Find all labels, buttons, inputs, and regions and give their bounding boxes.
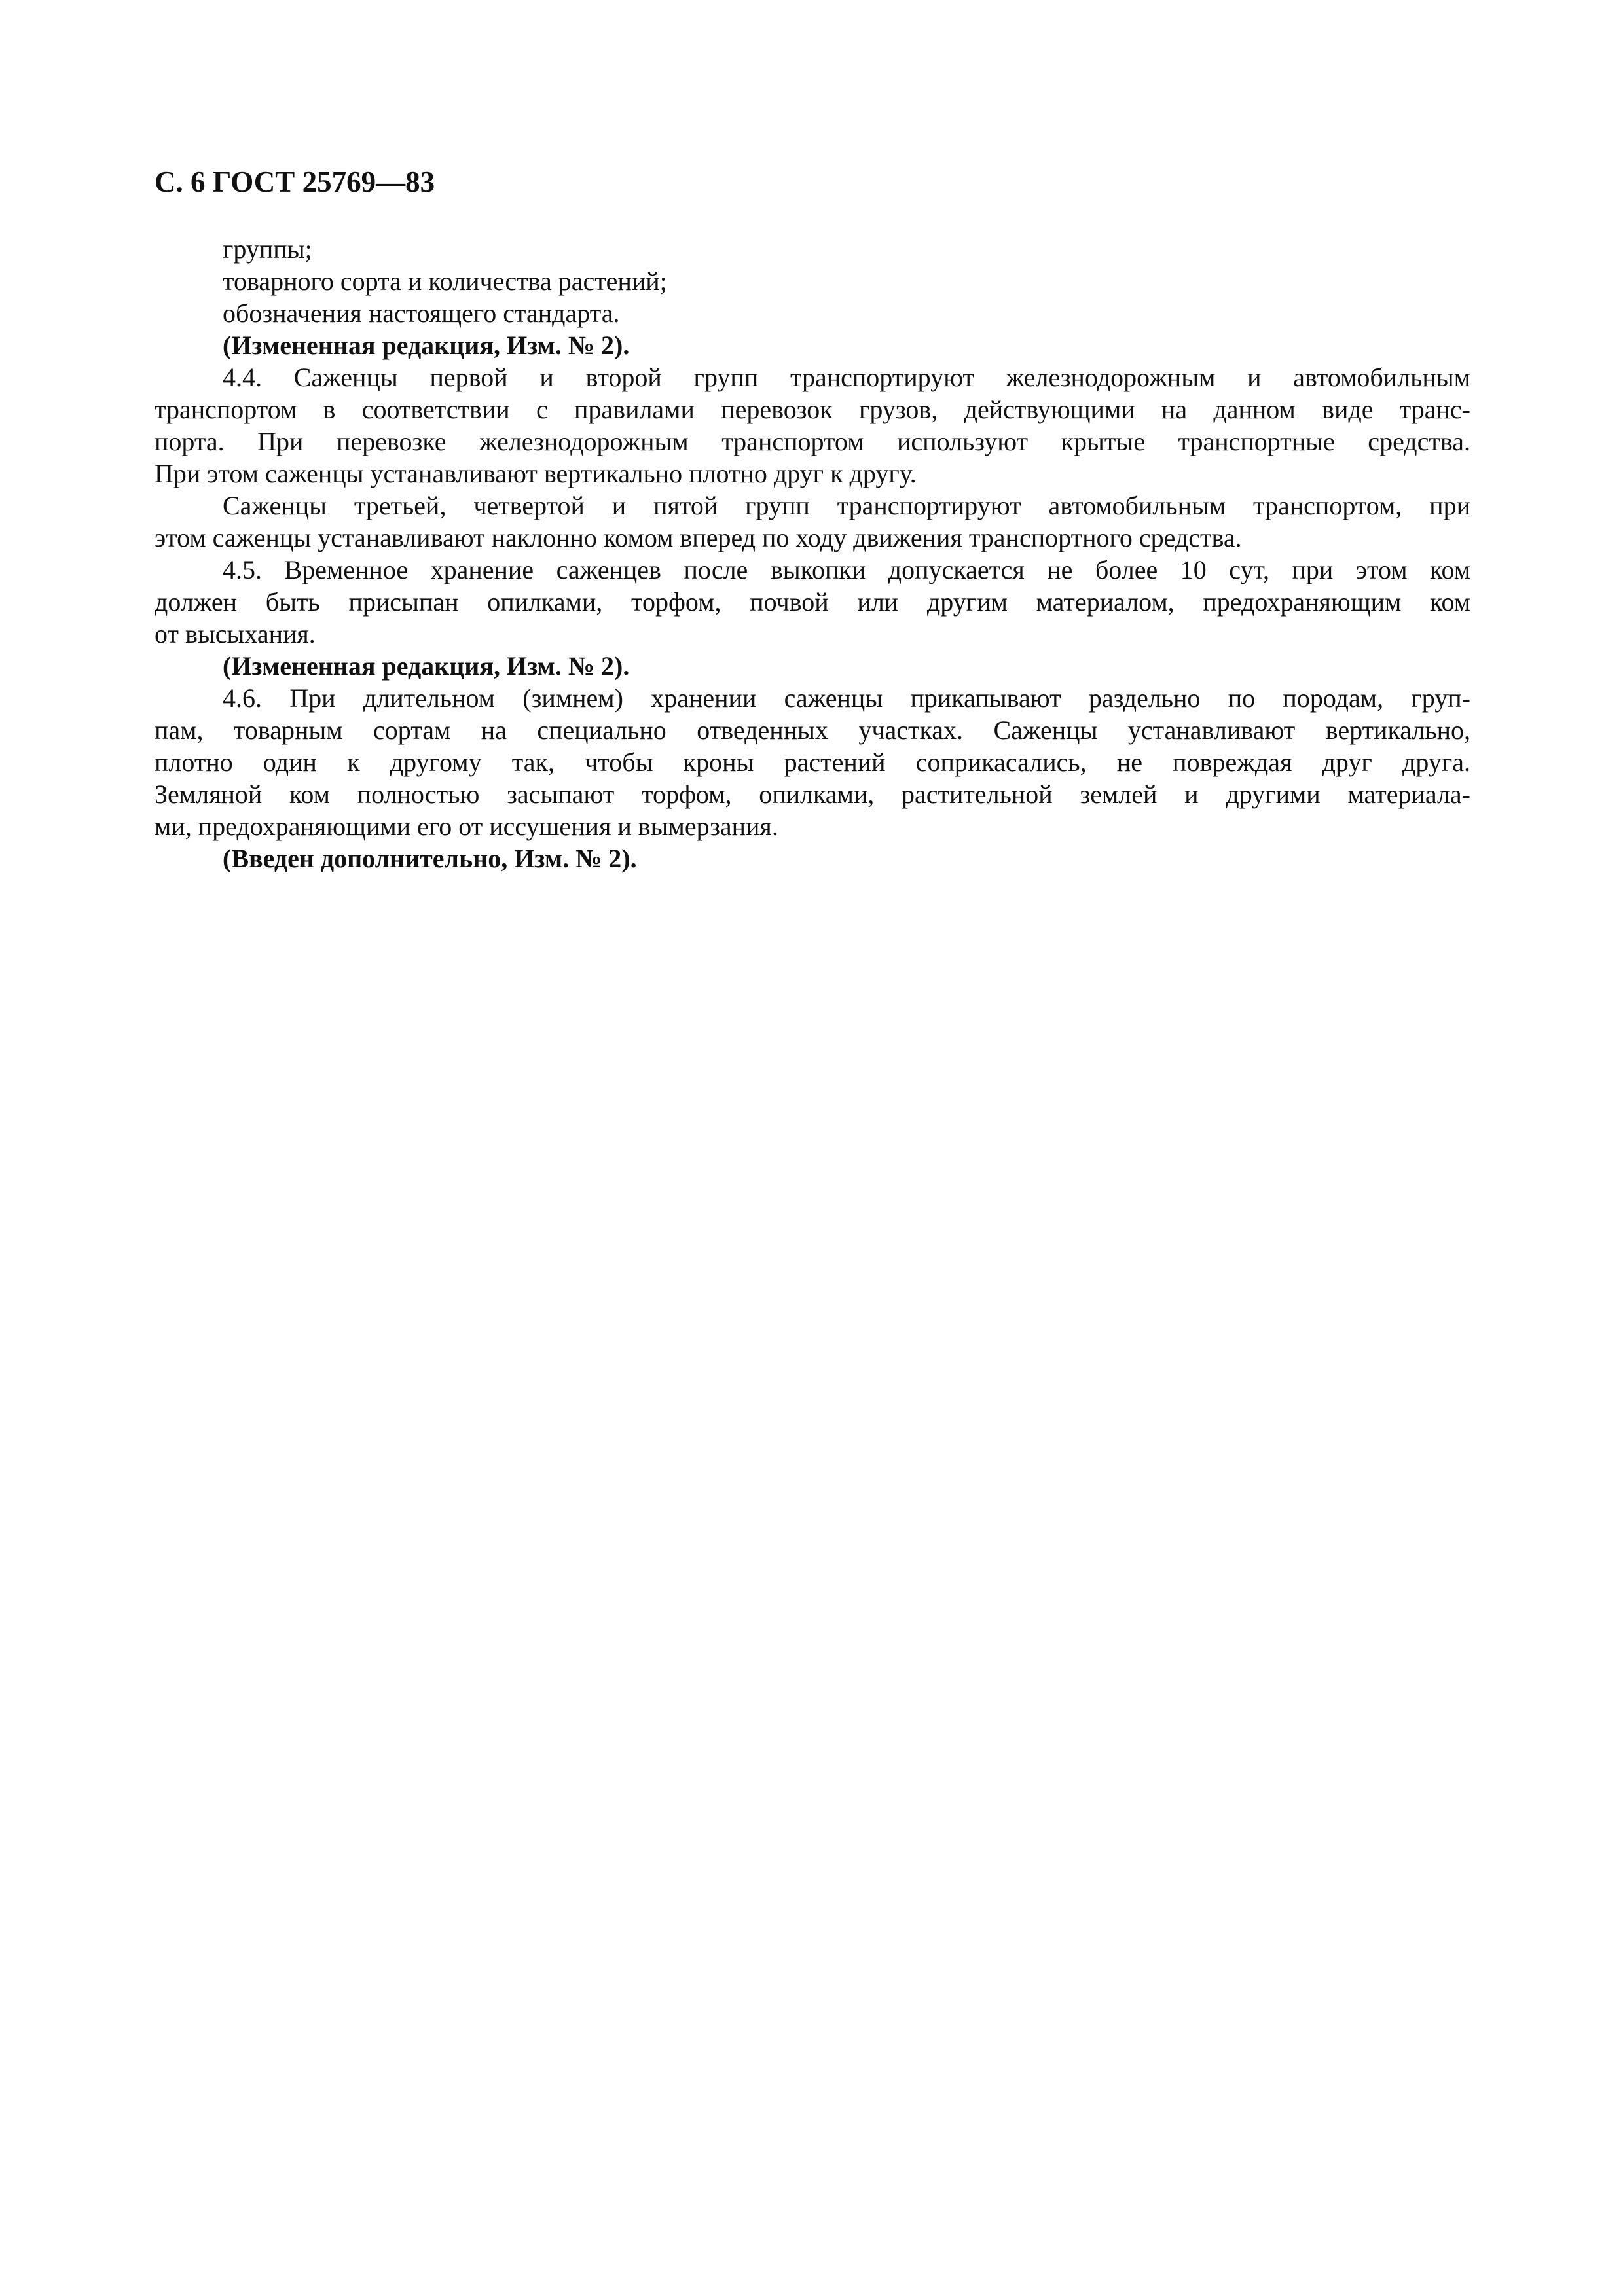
text-line: транспортом в соответствии с правилами перевозок грузов, действующими на данном виде транс- xyxy=(155,395,1470,424)
amendment-note-line: (Измененная редакция, Изм. № 2). xyxy=(223,331,630,360)
text-line: 4.4. Саженцы первой и второй групп транспортируют железнодорожным и автомобильным xyxy=(223,363,1470,392)
text-line: Саженцы третьей, четвертой и пятой групп транспортируют автомобильным транспортом, при xyxy=(223,491,1470,520)
text-line: 4.6. При длительном (зимнем) хранении саженцы прикапывают раздельно по породам, груп- xyxy=(223,683,1470,713)
text-line: 4.5. Временное хранение саженцев после выкопки допускается не более 10 сут, при этом ком xyxy=(223,555,1470,584)
amendment-note-line: (Измененная редакция, Изм. № 2). xyxy=(223,651,630,681)
body-text xyxy=(155,233,1470,874)
text-line: товарного сорта и количества растений; xyxy=(223,266,667,296)
text-line: должен быть присыпан опилками, торфом, почвой или другим материалом, предохраняющим ком xyxy=(155,587,1470,617)
text-line: этом саженцы устанавливают наклонно комом вперед по ходу движения транспортного средства. xyxy=(155,523,1242,552)
text-line: пам, товарным сортам на специально отведенных участках. Саженцы устанавливают вертикально, xyxy=(155,715,1470,745)
text-line: группы; xyxy=(223,234,312,264)
text-line: плотно один к другому так, чтобы кроны растений соприкасались, не повреждая друг друга. xyxy=(155,747,1470,777)
text-line: При этом саженцы устанавливают вертикально плотно друг к другу. xyxy=(155,459,917,488)
text-line: порта. При перевозке железнодорожным транспортом используют крытые транспортные средства. xyxy=(155,427,1470,456)
text-line: Земляной ком полностью засыпают торфом, опилками, растительной землей и другими материала- xyxy=(155,780,1470,809)
amendment-note-line: (Введен дополнительно, Изм. № 2). xyxy=(223,844,637,873)
text-line: обозначения настоящего стандарта. xyxy=(223,298,620,328)
text-line: от высыхания. xyxy=(155,619,316,649)
running-header: С. 6 ГОСТ 25769—83 xyxy=(155,166,435,198)
text-line: ми, предохраняющими его от иссушения и вымерзания. xyxy=(155,812,778,841)
